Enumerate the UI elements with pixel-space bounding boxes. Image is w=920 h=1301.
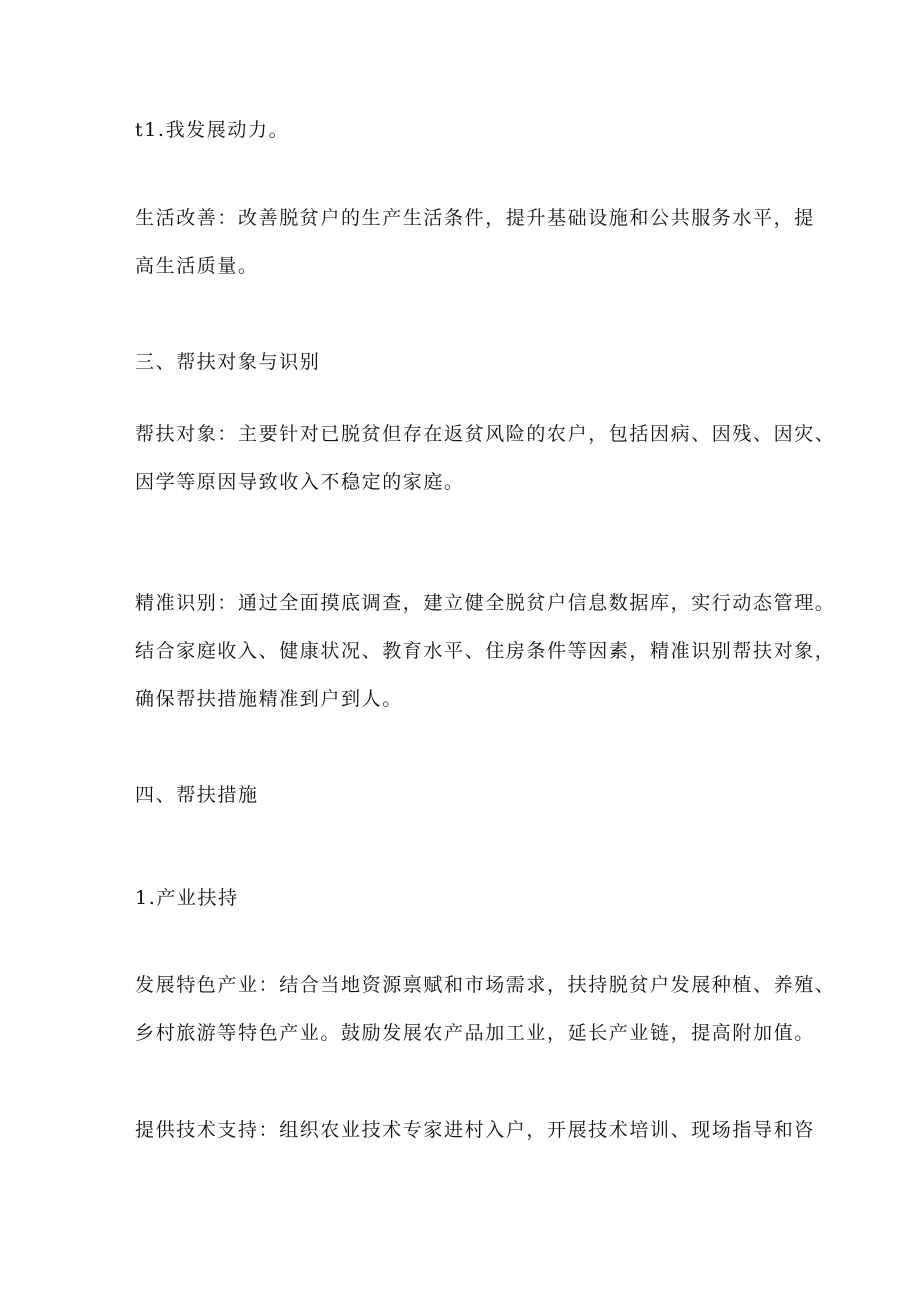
text-line: 高生活质量。 [135, 255, 259, 277]
text-line: 乡村旅游等特色产业。鼓励发展农产品加工业，延长产业链，提高附加值。 [135, 1022, 815, 1044]
text-line: 精准识别：通过全面摸底调查，建立健全脱贫户信息数据库，实行动态管理。 [135, 592, 836, 614]
section-heading-measures [135, 771, 795, 819]
text-line: 提供技术支持：组织农业技术专家进村入户，开展技术培训、现场指导和咨 [135, 1119, 815, 1141]
paragraph-precise-identification [135, 579, 836, 723]
paragraph-characteristic-industry [135, 961, 836, 1057]
paragraph-motivation [135, 106, 795, 154]
paragraph-technical-support [135, 1106, 815, 1154]
text-line: 四、帮扶措施 [135, 784, 259, 806]
text-line: 1.产业扶持 [135, 887, 239, 909]
text-line: 帮扶对象：主要针对已脱贫但存在返贫风险的农户，包括因病、因残、因灾、 [135, 423, 836, 445]
paragraph-life-improvement [135, 194, 815, 290]
text-line: 因学等原因导致收入不稳定的家庭。 [135, 471, 465, 493]
section-heading-targets [135, 338, 795, 386]
text-line: 生活改善：改善脱贫户的生产生活条件，提升基础设施和公共服务水平，提 [135, 207, 815, 229]
text-line: 结合家庭收入、健康状况、教育水平、住房条件等因素，精准识别帮扶对象， [135, 640, 836, 662]
text-line: t1.我发展动力。 [135, 119, 290, 141]
text-line: 确保帮扶措施精准到户到人。 [135, 688, 403, 710]
paragraph-assistance-targets [135, 410, 836, 506]
text-line: 发展特色产业：结合当地资源禀赋和市场需求，扶持脱贫户发展种植、养殖、 [135, 974, 836, 996]
text-line: 三、帮扶对象与识别 [135, 351, 321, 373]
subheading-industry-support [135, 874, 795, 922]
